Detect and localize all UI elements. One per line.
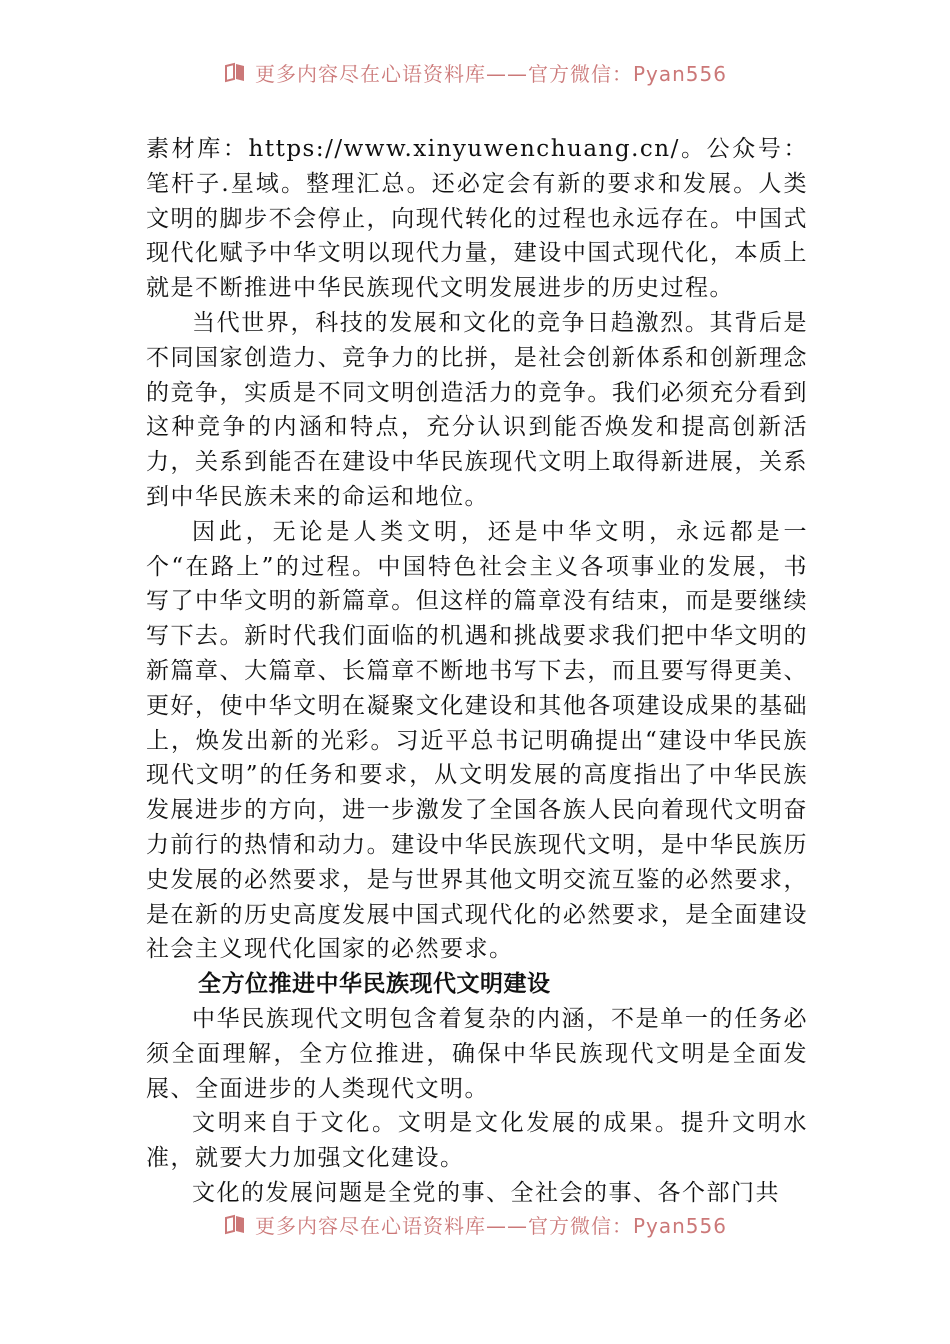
paragraph-continuation: 素材库：https://www.xinyuwenchuang.cn/。公众号：笔杆子.星域。整理汇总。还必定会有新的要求和发展。人类文明的脚步不会停止，向现代转化的过程也永远存在。中国式现代化赋予中华文明以现代力量，建设中国式现代化，本质上就是不断推进中华民族现代文明发展进步的历史过程。 (146, 136, 808, 302)
header-watermark (0, 58, 950, 86)
book-logo-icon (223, 1212, 247, 1236)
paragraph-culture: 文明来自于文化。文明是文化发展的成果。提升文明水准，就要大力加强文化建设。 (146, 1110, 808, 1172)
paragraph-responsibility: 文化的发展问题是全党的事、全社会的事、各个部门共 (192, 1179, 780, 1206)
paragraph-competition: 当代世界，科技的发展和文化的竞争日趋激烈。其背后是不同国家创造力、竞争力的比拼，是社会创新体系和创新理念的竞争，实质是不同文明创造活力的竞争。我们必须充分看到这种竞争的内涵和特点，充分认识到能否焕发和提高创新活力，关系到能否在建设中华民族现代文明上取得新进展，关系到中华民族未来的命运和地位。 (146, 309, 808, 510)
section-heading: 全方位推进中华民族现代文明建设 (198, 971, 551, 998)
document-body (146, 132, 808, 1212)
paragraph-comprehensive: 中华民族现代文明包含着复杂的内涵，不是单一的任务必须全面理解，全方位推进，确保中华民族现代文明是全面发展、全面进步的人类现代文明。 (146, 1005, 808, 1102)
footer-watermark (0, 1210, 950, 1238)
footer-watermark-text: 更多内容尽在心语资料库——官方微信：Pyan556 (254, 1213, 727, 1238)
book-logo-icon (223, 60, 247, 84)
paragraph-on-the-road: 因此，无论是人类文明，还是中华文明，永远都是一个“在路上”的过程。中国特色社会主义各项事业的发展，书写了中华文明的新篇章。但这样的篇章没有结束，而是要继续写下去。新时代我们面临的机遇和挑战要求我们把中华文明的新篇章、大篇章、长篇章不断地书写下去，而且要写得更美、更好，使中华文明在凝聚文化建设和其他各项建设成果的基础上，焕发出新的光彩。习近平总书记明确提出“建设中华民族现代文明”的任务和要求，从文明发展的高度指出了中华民族发展进步的方向，进一步激发了全国各族人民向着现代文明奋力前行的热情和动力。建设中华民族现代文明，是中华民族历史发展的必然要求，是与世界其他文明交流互鉴的必然要求，是在新的历史高度发展中国式现代化的必然要求，是全面建设社会主义现代化国家的必然要求。 (146, 518, 808, 963)
header-watermark-text: 更多内容尽在心语资料库——官方微信：Pyan556 (254, 61, 727, 86)
